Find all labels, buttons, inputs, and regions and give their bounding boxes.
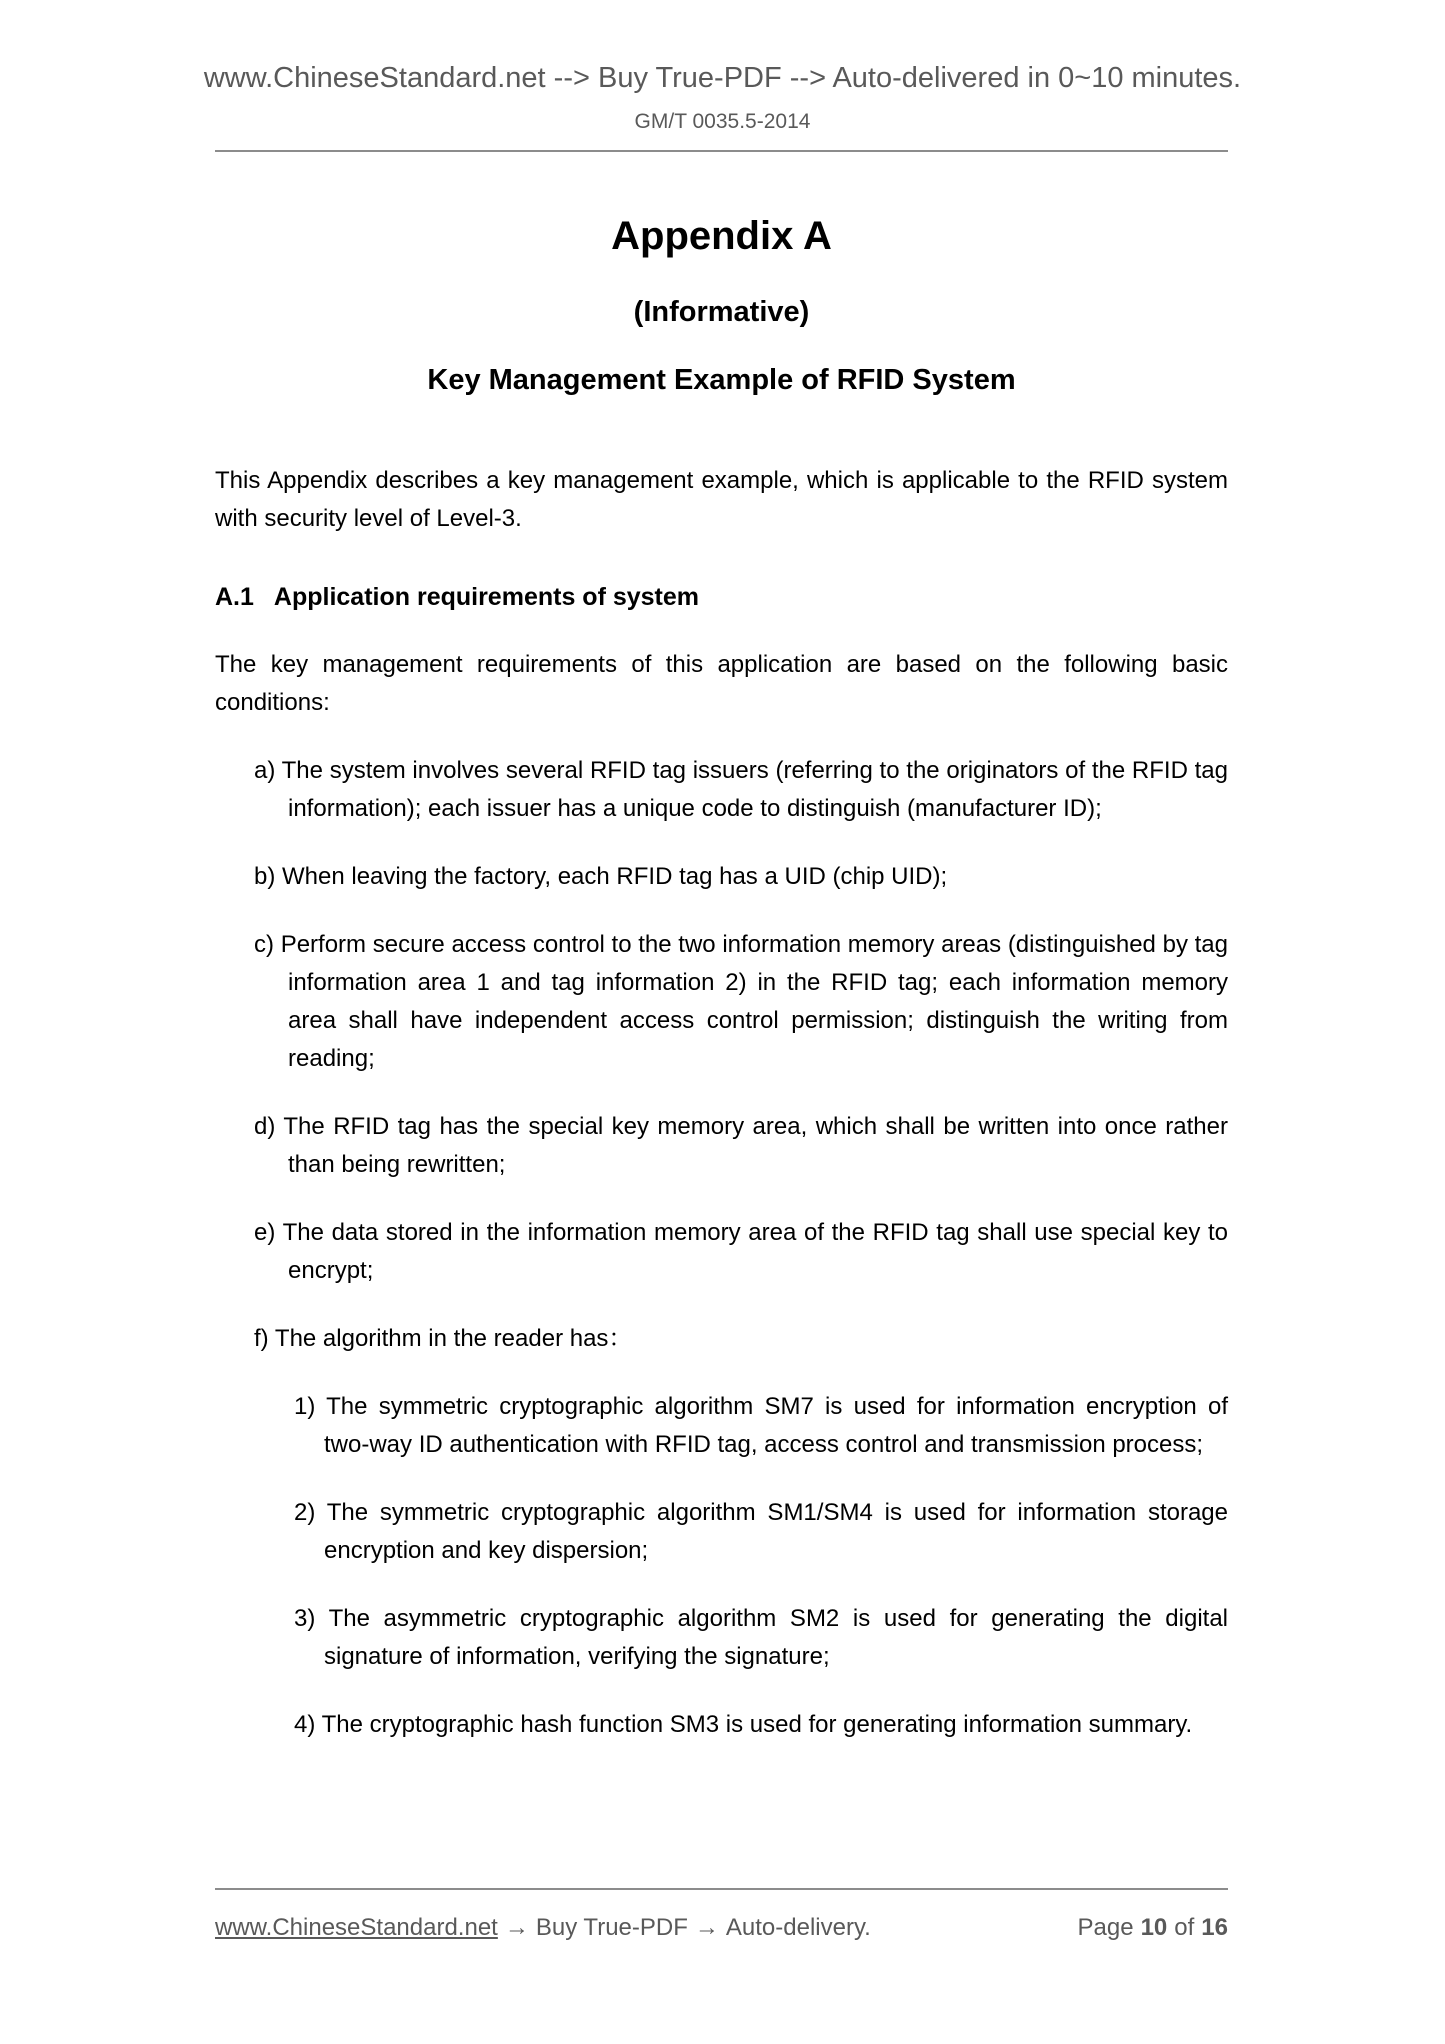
intro-paragraph: This Appendix describes a key management example, which is applicable to the RFID system with security level of Level-3.: [215, 467, 1228, 532]
sublist-item-label: 4): [294, 1711, 316, 1738]
footer-website-link[interactable]: www.ChineseStandard.net: [215, 1914, 498, 1941]
list-item-text: The system involves several RFID tag issuers (referring to the originators of the RFID tag information); each issuer has a unique code to distinguish (manufacturer ID);: [281, 757, 1229, 822]
list-item-label: b): [254, 863, 276, 890]
footer-rule: [215, 1888, 1228, 1890]
header-rule: [215, 150, 1228, 152]
informative-label: (Informative): [633, 296, 810, 328]
standard-number: GM/T 0035.5-2014: [634, 110, 811, 133]
page-footer: [215, 1888, 1228, 1944]
sublist-item-text: The asymmetric cryptographic algorithm SM2 is used for generating the digital signature of information, verifying the signature;: [324, 1605, 1229, 1670]
footer-delivery-text: Auto-delivery.: [725, 1914, 871, 1941]
appendix-title: Appendix A: [611, 214, 832, 258]
arrow-icon: →: [694, 1914, 719, 1941]
sublist-item-1: [294, 1388, 1228, 1464]
list-item-text: Perform secure access control to the two information memory areas (distinguished by tag information area 1 and tag information 2) in the RFID tag; each information memory area shall have independent access control permission; distinguish the writing from reading;: [280, 931, 1228, 1072]
footer-page-indicator: [1078, 1912, 1228, 1944]
footer-left: [215, 1912, 871, 1944]
arrow-icon: →: [504, 1914, 529, 1941]
section-title: Application requirements of system: [273, 583, 700, 611]
section-heading: [215, 578, 1228, 616]
footer-buy-text: Buy True-PDF: [535, 1914, 688, 1941]
list-item-label: d): [254, 1113, 276, 1140]
list-item-f: [254, 1320, 1228, 1358]
list-item-e: [254, 1214, 1228, 1290]
section-lead-paragraph: The key management requirements of this application are based on the following basic conditions:: [215, 651, 1228, 716]
sublist-item-label: 1): [294, 1393, 316, 1420]
page-label: Page: [1077, 1914, 1134, 1941]
sublist-item-4: [294, 1706, 1228, 1744]
sublist-item-text: The symmetric cryptographic algorithm SM1/SM4 is used for information storage encryption and key dispersion;: [324, 1499, 1229, 1564]
list-item-b: [254, 858, 1228, 896]
list-item-label: f): [254, 1325, 269, 1352]
sublist-item-label: 2): [294, 1499, 316, 1526]
list-item-a: [254, 752, 1228, 828]
list-item-text: The RFID tag has the special key memory area, which shall be written into once rather than being rewritten;: [283, 1113, 1228, 1178]
page-content: [215, 150, 1228, 1744]
list-item-d: [254, 1108, 1228, 1184]
sublist-item-text: The symmetric cryptographic algorithm SM7 is used for information encryption of two-way ID authentication with RFID tag, access control and transmission process;: [324, 1393, 1229, 1458]
section-number: A.1: [215, 583, 254, 611]
list-item-label: c): [254, 931, 274, 958]
list-item-label: a): [254, 757, 276, 784]
list-item-text: The data stored in the information memory area of the RFID tag shall use special key to encrypt;: [282, 1219, 1228, 1284]
of-label: of: [1174, 1914, 1195, 1941]
header-promo-line: www.ChineseStandard.net --> Buy True-PDF --> Auto-delivered in 0~10 minutes.: [203, 62, 1242, 94]
list-item-label: e): [254, 1219, 276, 1246]
list-item-text: The algorithm in the reader has：: [274, 1325, 633, 1352]
appendix-subtitle: Key Management Example of RFID System: [427, 364, 1016, 396]
sublist-item-label: 3): [294, 1605, 316, 1632]
sublist-item-2: [294, 1494, 1228, 1570]
list-item-c: [254, 926, 1228, 1078]
sublist-item-text: The cryptographic hash function SM3 is used for generating information summary.: [321, 1711, 1193, 1738]
page-total: 16: [1201, 1914, 1228, 1941]
page-current: 10: [1140, 1914, 1168, 1941]
list-item-text: When leaving the factory, each RFID tag has a UID (chip UID);: [282, 863, 948, 890]
sublist-item-3: [294, 1600, 1228, 1676]
